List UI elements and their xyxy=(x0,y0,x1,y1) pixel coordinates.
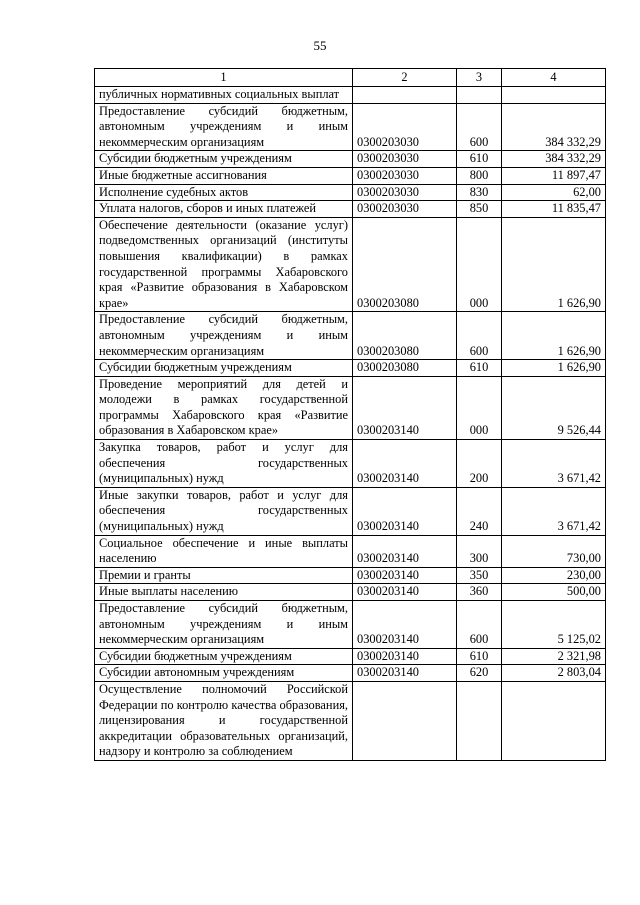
row-name: Иные закупки товаров, работ и услуг для обеспечения государственных (муниципальных) нужд xyxy=(95,487,353,535)
page-number: 55 xyxy=(313,38,327,53)
header-col-3: 3 xyxy=(457,69,502,87)
row-amount: 384 332,29 xyxy=(502,103,606,151)
row-amount: 9 526,44 xyxy=(502,376,606,439)
table-row xyxy=(95,201,606,218)
row-amount: 3 671,42 xyxy=(502,487,606,535)
row-amount: 1 626,90 xyxy=(502,217,606,312)
header-col-1: 1 xyxy=(95,69,353,87)
row-amount: 2 803,04 xyxy=(502,665,606,682)
row-type: 360 xyxy=(457,584,502,601)
row-type: 610 xyxy=(457,151,502,168)
row-type: 600 xyxy=(457,103,502,151)
row-name: Иные выплаты населению xyxy=(95,584,353,601)
table-row xyxy=(95,487,606,535)
table-row xyxy=(95,360,606,377)
row-amount: 500,00 xyxy=(502,584,606,601)
row-amount: 1 626,90 xyxy=(502,360,606,377)
row-name: Премии и гранты xyxy=(95,567,353,584)
table-row xyxy=(95,535,606,567)
row-amount: 3 671,42 xyxy=(502,440,606,488)
row-name: Социальное обеспечение и иные выплаты населению xyxy=(95,535,353,567)
row-code: 0300203030 xyxy=(353,103,457,151)
row-amount: 230,00 xyxy=(502,567,606,584)
row-amount: 1 626,90 xyxy=(502,312,606,360)
row-code: 0300203030 xyxy=(353,201,457,218)
row-type xyxy=(457,87,502,104)
table-row xyxy=(95,665,606,682)
row-type: 800 xyxy=(457,167,502,184)
row-code: 0300203080 xyxy=(353,217,457,312)
row-code: 0300203140 xyxy=(353,601,457,649)
row-code xyxy=(353,681,457,760)
row-name: Осуществление полномочий Российской Федерации по контролю качества образования, лицензирования и государственной аккредитации образовательных организаций, надзору и контролю за соблюдением xyxy=(95,681,353,760)
row-name: Предоставление субсидий бюджетным, автономным учреждениям и иным некоммерческим организациям xyxy=(95,312,353,360)
row-type: 240 xyxy=(457,487,502,535)
table-row xyxy=(95,312,606,360)
row-name: Уплата налогов, сборов и иных платежей xyxy=(95,201,353,218)
table-header-row xyxy=(95,69,606,87)
row-name: Обеспечение деятельности (оказание услуг) подведомственных организаций (институты повышения квалификации) в рамках государственной программы Хабаровского края «Развитие образования в Хабаровском крае» xyxy=(95,217,353,312)
table-row xyxy=(95,217,606,312)
row-amount: 11 897,47 xyxy=(502,167,606,184)
row-type: 600 xyxy=(457,601,502,649)
table-row xyxy=(95,167,606,184)
row-name: Субсидии бюджетным учреждениям xyxy=(95,151,353,168)
budget-table xyxy=(94,68,606,761)
row-name: Субсидии бюджетным учреждениям xyxy=(95,360,353,377)
row-type: 620 xyxy=(457,665,502,682)
row-amount: 5 125,02 xyxy=(502,601,606,649)
row-amount: 384 332,29 xyxy=(502,151,606,168)
table-row xyxy=(95,648,606,665)
row-code: 0300203140 xyxy=(353,535,457,567)
row-type: 200 xyxy=(457,440,502,488)
row-code: 0300203140 xyxy=(353,648,457,665)
row-code: 0300203080 xyxy=(353,360,457,377)
row-type: 600 xyxy=(457,312,502,360)
table-row xyxy=(95,151,606,168)
row-type: 000 xyxy=(457,217,502,312)
header-col-2: 2 xyxy=(353,69,457,87)
row-amount: 62,00 xyxy=(502,184,606,201)
row-code: 0300203030 xyxy=(353,167,457,184)
table-row xyxy=(95,681,606,760)
table-row xyxy=(95,440,606,488)
row-code: 0300203140 xyxy=(353,665,457,682)
row-name: Субсидии бюджетным учреждениям xyxy=(95,648,353,665)
row-type: 000 xyxy=(457,376,502,439)
row-name: Субсидии автономным учреждениям xyxy=(95,665,353,682)
row-name: Закупка товаров, работ и услуг для обеспечения государственных (муниципальных) нужд xyxy=(95,440,353,488)
row-name: Предоставление субсидий бюджетным, автономным учреждениям и иным некоммерческим организациям xyxy=(95,601,353,649)
row-code: 0300203140 xyxy=(353,376,457,439)
table-row xyxy=(95,567,606,584)
row-type: 610 xyxy=(457,360,502,377)
row-type: 850 xyxy=(457,201,502,218)
table-row xyxy=(95,584,606,601)
row-amount xyxy=(502,87,606,104)
row-amount: 730,00 xyxy=(502,535,606,567)
row-name: публичных нормативных социальных выплат xyxy=(95,87,353,104)
table-row xyxy=(95,103,606,151)
row-amount xyxy=(502,681,606,760)
row-amount: 11 835,47 xyxy=(502,201,606,218)
row-code: 0300203030 xyxy=(353,151,457,168)
table-row xyxy=(95,601,606,649)
row-type: 350 xyxy=(457,567,502,584)
row-type xyxy=(457,681,502,760)
table-row xyxy=(95,87,606,104)
row-name: Исполнение судебных актов xyxy=(95,184,353,201)
row-name: Проведение мероприятий для детей и молодежи в рамках государственной программы Хабаровского края «Развитие образования в Хабаровском крае» xyxy=(95,376,353,439)
row-code: 0300203140 xyxy=(353,584,457,601)
row-code: 0300203080 xyxy=(353,312,457,360)
row-code: 0300203140 xyxy=(353,487,457,535)
row-code: 0300203140 xyxy=(353,440,457,488)
row-type: 300 xyxy=(457,535,502,567)
row-type: 830 xyxy=(457,184,502,201)
header-col-4: 4 xyxy=(502,69,606,87)
table-row xyxy=(95,376,606,439)
row-type: 610 xyxy=(457,648,502,665)
row-name: Предоставление субсидий бюджетным, автономным учреждениям и иным некоммерческим организациям xyxy=(95,103,353,151)
row-name: Иные бюджетные ассигнования xyxy=(95,167,353,184)
row-code: 0300203030 xyxy=(353,184,457,201)
row-code: 0300203140 xyxy=(353,567,457,584)
row-amount: 2 321,98 xyxy=(502,648,606,665)
table-row xyxy=(95,184,606,201)
row-code xyxy=(353,87,457,104)
